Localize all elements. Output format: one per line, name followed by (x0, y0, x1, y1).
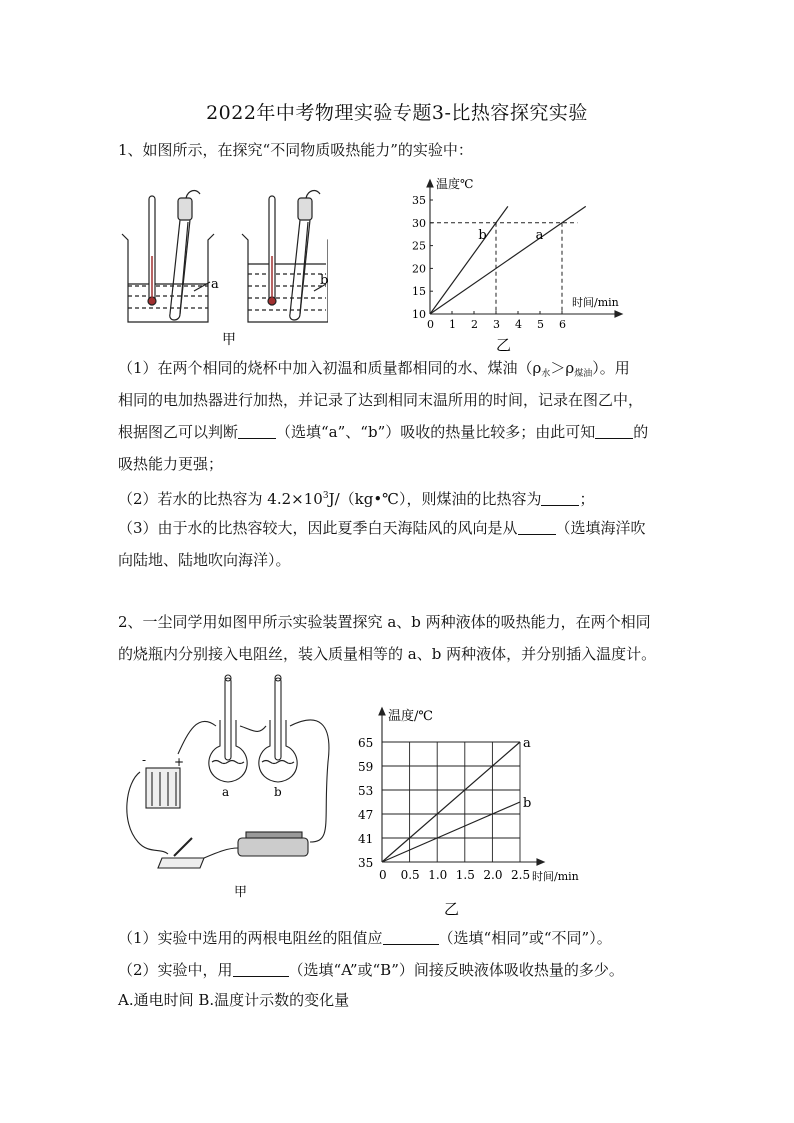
series-label-a: a (523, 736, 531, 751)
thermometer-b (275, 678, 281, 760)
q2-sub2: （2）实验中，用 （选填“A”或“B”）间接反映液体吸收热量的多少。 (118, 961, 624, 979)
x-tick-label: 0 (427, 318, 434, 331)
answer-blank[interactable] (518, 520, 556, 535)
x-tick-label: 0 (379, 868, 387, 882)
y-tick-label: 30 (412, 216, 426, 230)
y-axis-label: 温度/℃ (388, 709, 433, 724)
y-tick-label: 47 (358, 808, 374, 822)
x-tick-label: 6 (559, 318, 566, 331)
x-tick-label: 1 (449, 318, 456, 331)
q2-figure-jia (118, 672, 348, 902)
label-a: a (222, 785, 230, 799)
q2-options: A.通电时间 B.温度计示数的变化量 (118, 991, 350, 1009)
x-tick-label: 3 (493, 318, 500, 331)
x-tick-label: 4 (515, 318, 522, 331)
beaker-b (242, 234, 328, 322)
q1-part1-line4: 吸热能力更强； (118, 455, 224, 473)
minus-sign: - (142, 753, 147, 767)
caption-yi: 乙 (444, 900, 460, 918)
y-tick-label: 65 (358, 736, 374, 750)
heater-a (178, 198, 192, 220)
series-label-b: b (478, 227, 487, 243)
series-line-b (382, 802, 520, 862)
series-label-a: a (535, 227, 544, 243)
q2-stem-line2: 的烧瓶内分别接入电阻丝，装入质量相等的 a、b 两种液体，并分别插入温度计。 (118, 645, 657, 663)
q2-chart-yi (352, 702, 592, 920)
answer-blank[interactable] (383, 930, 439, 945)
label-b: b (320, 273, 328, 288)
heater-b (298, 198, 312, 220)
caption-jia: 甲 (222, 332, 236, 348)
x-tick-label: 1.5 (455, 868, 475, 882)
thermometer-a (225, 678, 231, 760)
y-axis-label: 温度℃ (436, 177, 474, 191)
x-tick-label: 0.5 (400, 868, 420, 882)
y-tick-label: 35 (358, 856, 374, 870)
battery (146, 768, 180, 808)
q1-part1-line3: 根据图乙可以判断 （选填“a”、“b”）吸收的热量比较多；由此可知 的 (118, 423, 649, 441)
y-tick-label: 53 (358, 784, 374, 798)
switch (158, 858, 204, 868)
y-tick-label: 41 (358, 832, 374, 846)
q1-part2: （2）若水的比热容为 $4.2\times 10^3J/(kg•℃)$，则煤油的比热容为 ； (118, 490, 595, 508)
q1-part1-line2: 相同的电加热器进行加热，并记录了达到相同末温所用的时间，记录在图乙中， (118, 391, 644, 409)
q2-stem-line1: 2、一尘同学用如图甲所示实验装置探究 a、b 两种液体的吸热能力，在两个相同 (118, 613, 651, 631)
x-axis-label: 时间/min (532, 870, 579, 883)
beaker-a (122, 234, 214, 322)
answer-blank[interactable] (541, 491, 579, 506)
q1-chart-yi (400, 172, 640, 352)
y-tick-label: 10 (412, 308, 426, 321)
x-tick-label: 2.0 (483, 868, 503, 882)
x-tick-label: 5 (537, 318, 544, 331)
caption-jia: 甲 (234, 885, 248, 900)
y-tick-label: 15 (412, 285, 426, 299)
plus-sign: + (174, 755, 185, 769)
answer-blank[interactable] (238, 424, 276, 439)
q2-sub1: （1）实验中选用的两根电阻丝的阻值应 （选填“相同”或“不同”）。 (118, 929, 612, 947)
x-tick-label: 2 (471, 318, 478, 331)
answer-blank[interactable] (233, 962, 289, 977)
axes (379, 708, 544, 865)
y-tick-label: 25 (412, 239, 426, 253)
y-tick-label: 35 (412, 194, 426, 207)
rheostat (238, 838, 308, 856)
y-tick-label: 59 (358, 760, 374, 774)
answer-blank[interactable] (595, 424, 633, 439)
series-label-b: b (523, 796, 532, 811)
q1-part3-line1: （3）由于水的比热容较大，因此夏季白天海陆风的风向是从 （选填海洋吹 (118, 519, 646, 537)
caption-yi: 乙 (496, 336, 512, 352)
q1-stem: 1、如图所示，在探究“不同物质吸热能力”的实验中： (118, 141, 473, 159)
x-tick-label: 2.5 (511, 868, 531, 882)
q1-figure-jia (118, 186, 328, 352)
label-b: b (274, 785, 282, 799)
x-tick-label: 1.0 (428, 868, 448, 882)
page-title: 2022年中考物理实验专题3-比热容探究实验 (206, 102, 588, 124)
y-tick-label: 20 (412, 262, 426, 276)
q1-part3-line2: 向陆地、陆地吹向海洋）。 (118, 551, 291, 569)
x-axis-label: 时间/min (572, 296, 619, 309)
q1-part1-line1: （1）在两个相同的烧杯中加入初温和质量都相同的水、煤油$(\rho_水>\rho_{煤油})$。用 (118, 359, 630, 379)
series-line-a (382, 742, 520, 862)
label-a: a (211, 277, 219, 292)
